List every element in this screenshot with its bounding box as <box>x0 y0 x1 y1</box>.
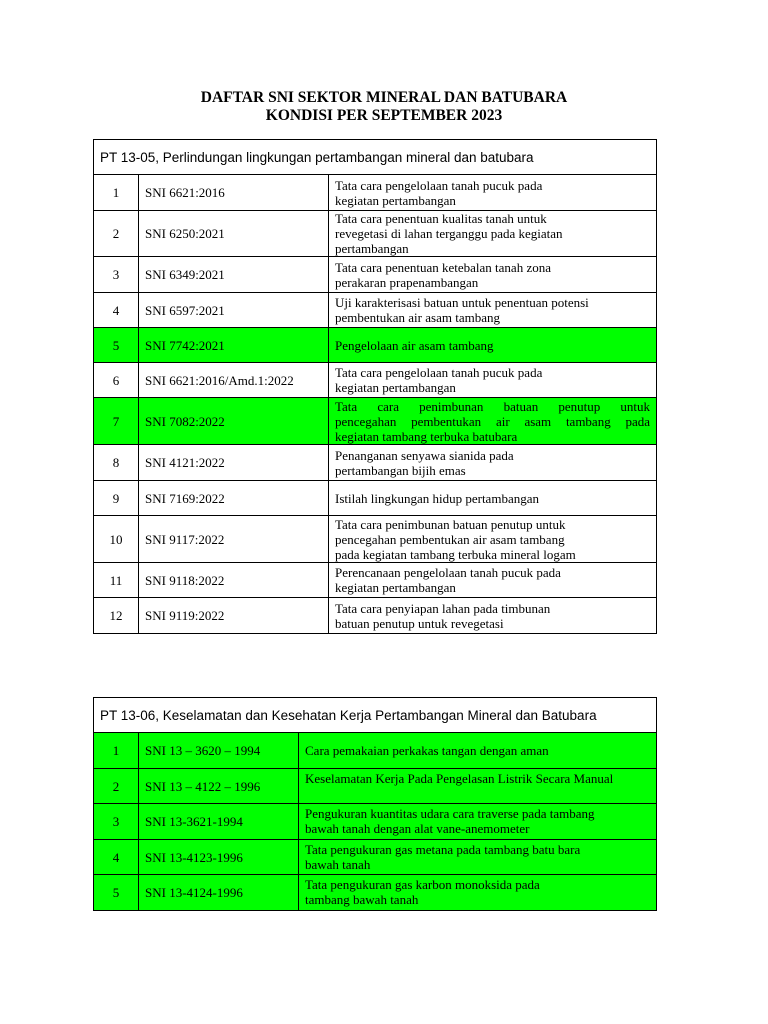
description-line: pada kegiatan tambang terbuka mineral logam <box>335 546 576 562</box>
description-line: Tata cara pengelolaan tanah pucuk pada <box>335 365 543 380</box>
description-line: Tata cara pengelolaan tanah pucuk pada <box>335 177 543 193</box>
sni-code: SNI 6349:2021 <box>139 257 329 293</box>
description-line: kegiatan pertambangan <box>335 380 456 395</box>
sni-code: SNI 7742:2021 <box>139 328 329 363</box>
table-header-row <box>94 140 657 175</box>
title-line-1: DAFTAR SNI SEKTOR MINERAL DAN BATUBARA <box>200 89 568 106</box>
sni-code: SNI 6621:2016 <box>139 175 329 211</box>
table-row <box>94 293 657 328</box>
sni-description <box>329 398 657 445</box>
table-row <box>94 398 657 445</box>
description-line: Tata cara penentuan kualitas tanah untuk <box>335 211 547 226</box>
sni-description <box>329 481 657 516</box>
sni-description <box>329 175 657 211</box>
table-row <box>94 211 657 257</box>
sni-code: SNI 13-4124-1996 <box>139 875 299 911</box>
sni-code: SNI 6621:2016/Amd.1:2022 <box>139 363 329 398</box>
sni-description <box>329 516 657 563</box>
table-row <box>94 481 657 516</box>
table-pt-13-06 <box>93 697 657 911</box>
sni-description <box>329 328 657 363</box>
sni-code: SNI 13 – 4122 – 1996 <box>139 769 299 804</box>
description-line: pertambangan <box>335 241 409 256</box>
description-line: Istilah lingkungan hidup pertambangan <box>335 490 539 506</box>
table-row <box>94 175 657 211</box>
row-number: 2 <box>94 769 139 804</box>
description-line: Tata pengukuran gas metana pada tambang batu bara <box>305 842 581 857</box>
description-line: pencegahan pembentukan air asam tambang pada <box>335 413 651 429</box>
row-number: 10 <box>94 516 139 563</box>
table-row <box>94 563 657 598</box>
description-line: revegetasi di lahan terganggu pada kegiatan <box>335 226 563 241</box>
table-row <box>94 875 657 911</box>
description-line: Tata cara penimbunan batuan penutup untuk <box>335 516 566 532</box>
description-line: Keselamatan Kerja Pada Pengelasan Listrik Secara Manual <box>305 771 614 786</box>
sni-code: SNI 9118:2022 <box>139 563 329 598</box>
description-line: Tata cara penimbunan batuan penutup untuk <box>335 398 651 414</box>
sni-description <box>329 293 657 328</box>
table-header: PT 13-06, Keselamatan dan Kesehatan Kerja Pertambangan Mineral dan Batubara <box>94 698 657 733</box>
sni-description <box>329 598 657 634</box>
description-line: bawah tanah dengan alat vane-anemometer <box>305 821 530 836</box>
row-number: 3 <box>94 804 139 840</box>
document-title <box>0 89 768 124</box>
table-row <box>94 445 657 481</box>
description-line: pencegahan pembentukan air asam tambang <box>335 531 565 547</box>
description-line: kegiatan pertambangan <box>335 192 456 208</box>
sni-code: SNI 6250:2021 <box>139 211 329 257</box>
description-line: batuan penutup untuk revegetasi <box>335 615 504 631</box>
row-number: 12 <box>94 598 139 634</box>
description-line: pembentukan air asam tambang <box>335 310 500 325</box>
table-row <box>94 598 657 634</box>
row-number: 7 <box>94 398 139 445</box>
row-number: 4 <box>94 293 139 328</box>
sni-description <box>299 769 657 804</box>
table-row <box>94 804 657 840</box>
sni-description <box>329 211 657 257</box>
description-line: pertambangan bijih emas <box>335 462 466 478</box>
description-line: kegiatan pertambangan <box>335 580 456 595</box>
row-number: 8 <box>94 445 139 481</box>
description-line: kegiatan tambang terbuka batubara <box>335 428 518 444</box>
sni-description <box>329 563 657 598</box>
sni-description <box>329 445 657 481</box>
sni-description <box>329 363 657 398</box>
description-line: Tata pengukuran gas karbon monoksida pada <box>305 877 540 892</box>
description-line: Pengelolaan air asam tambang <box>335 337 494 353</box>
table-pt-13-05 <box>93 139 657 634</box>
sni-description <box>299 804 657 840</box>
row-number: 2 <box>94 211 139 257</box>
description-line: Cara pemakaian perkakas tangan dengan aman <box>305 743 549 758</box>
sni-description <box>329 257 657 293</box>
description-line: Perencanaan pengelolaan tanah pucuk pada <box>335 565 561 580</box>
sni-code: SNI 13-3621-1994 <box>139 804 299 840</box>
table-row <box>94 769 657 804</box>
table-header-row <box>94 698 657 733</box>
row-number: 11 <box>94 563 139 598</box>
sni-code: SNI 4121:2022 <box>139 445 329 481</box>
sni-code: SNI 13-4123-1996 <box>139 840 299 875</box>
description-line: Uji karakterisasi batuan untuk penentuan potensi <box>335 295 589 310</box>
description-line: Pengukuran kuantitas udara cara traverse pada tambang <box>305 806 595 821</box>
description-line: tambang bawah tanah <box>305 892 419 907</box>
table-header: PT 13-05, Perlindungan lingkungan pertambangan mineral dan batubara <box>94 140 657 175</box>
table-row <box>94 328 657 363</box>
title-line-2: KONDISI PER SEPTEMBER 2023 <box>265 106 503 124</box>
sni-code: SNI 13 – 3620 – 1994 <box>139 733 299 769</box>
row-number: 1 <box>94 733 139 769</box>
description-line: perakaran prapenambangan <box>335 274 479 290</box>
sni-description <box>299 875 657 911</box>
sni-description <box>299 840 657 875</box>
table-row <box>94 733 657 769</box>
sni-code: SNI 7082:2022 <box>139 398 329 445</box>
sni-code: SNI 9117:2022 <box>139 516 329 563</box>
description-line: Tata cara penyiapan lahan pada timbunan <box>335 600 551 616</box>
description-line: Penanganan senyawa sianida pada <box>335 447 514 463</box>
sni-code: SNI 6597:2021 <box>139 293 329 328</box>
sni-code: SNI 7169:2022 <box>139 481 329 516</box>
table-row <box>94 516 657 563</box>
row-number: 6 <box>94 363 139 398</box>
table-row <box>94 363 657 398</box>
row-number: 4 <box>94 840 139 875</box>
row-number: 5 <box>94 328 139 363</box>
row-number: 3 <box>94 257 139 293</box>
row-number: 1 <box>94 175 139 211</box>
row-number: 5 <box>94 875 139 911</box>
table-row <box>94 840 657 875</box>
description-line: bawah tanah <box>305 857 371 872</box>
sni-code: SNI 9119:2022 <box>139 598 329 634</box>
sni-description <box>299 733 657 769</box>
row-number: 9 <box>94 481 139 516</box>
table-row <box>94 257 657 293</box>
description-line: Tata cara penentuan ketebalan tanah zona <box>335 259 551 275</box>
